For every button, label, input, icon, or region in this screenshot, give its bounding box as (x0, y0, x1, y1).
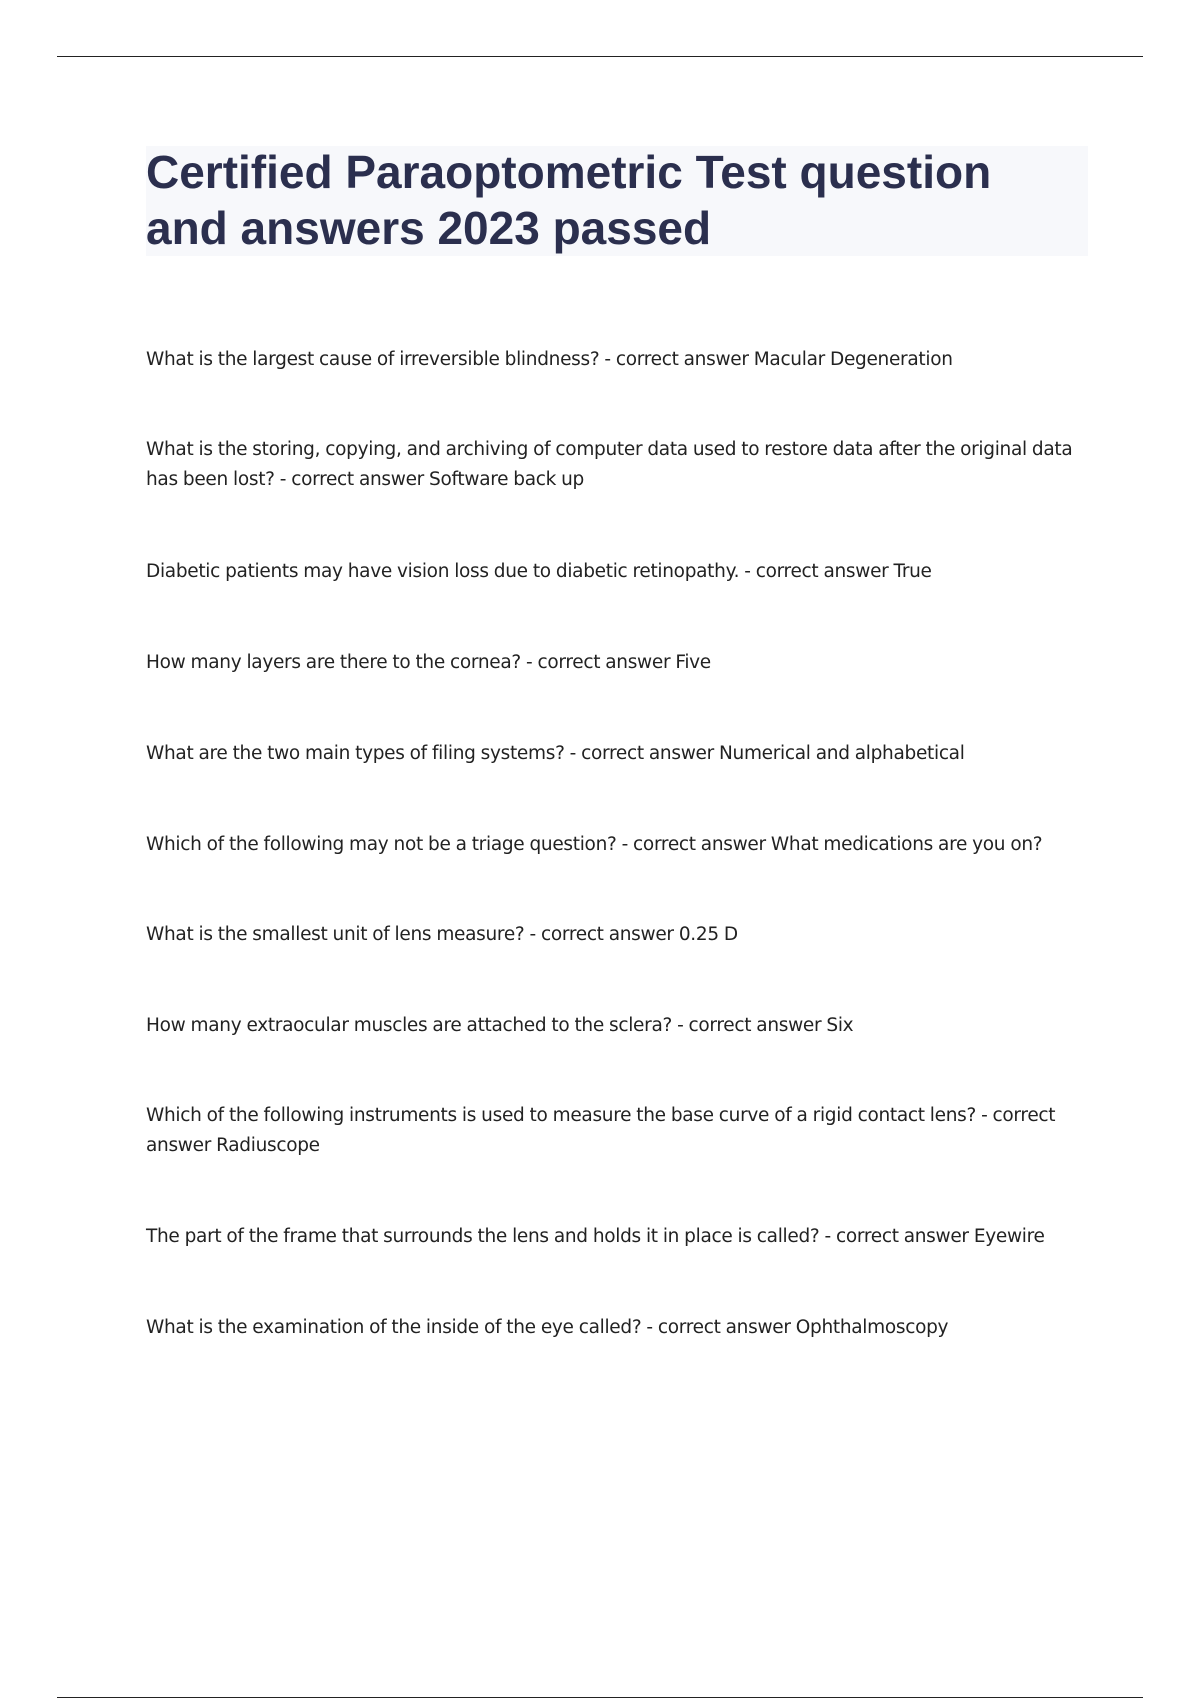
qa-item: Which of the following instruments is used to measure the base curve of a rigid contact lens? - correct answer Radiuscope (146, 1105, 1056, 1156)
qa-item: How many layers are there to the cornea? - correct answer Five (146, 652, 711, 673)
qa-item: What is the examination of the inside of the eye called? - correct answer Ophthalmoscopy (146, 1317, 949, 1338)
qa-item: Which of the following may not be a triage question? - correct answer What medications are you on? (146, 834, 1043, 855)
bottom-divider (57, 1697, 1143, 1698)
qa-item: Diabetic patients may have vision loss due to diabetic retinopathy. - correct answer True (146, 561, 932, 582)
document-title: Certified Paraoptometric Test question and answers 2023 passed (146, 146, 992, 254)
top-divider (57, 56, 1143, 57)
qa-item: What is the storing, copying, and archiving of computer data used to restore data after the original data has been lost? - correct answer Software back up (146, 439, 1073, 490)
qa-item: What is the smallest unit of lens measure? - correct answer 0.25 D (146, 924, 738, 945)
qa-item: What are the two main types of filing systems? - correct answer Numerical and alphabetical (146, 743, 965, 764)
qa-item: How many extraocular muscles are attached to the sclera? - correct answer Six (146, 1015, 854, 1036)
qa-item: The part of the frame that surrounds the lens and holds it in place is called? - correct answer Eyewire (146, 1226, 1045, 1247)
qa-item: What is the largest cause of irreversible blindness? - correct answer Macular Degeneration (146, 349, 953, 370)
